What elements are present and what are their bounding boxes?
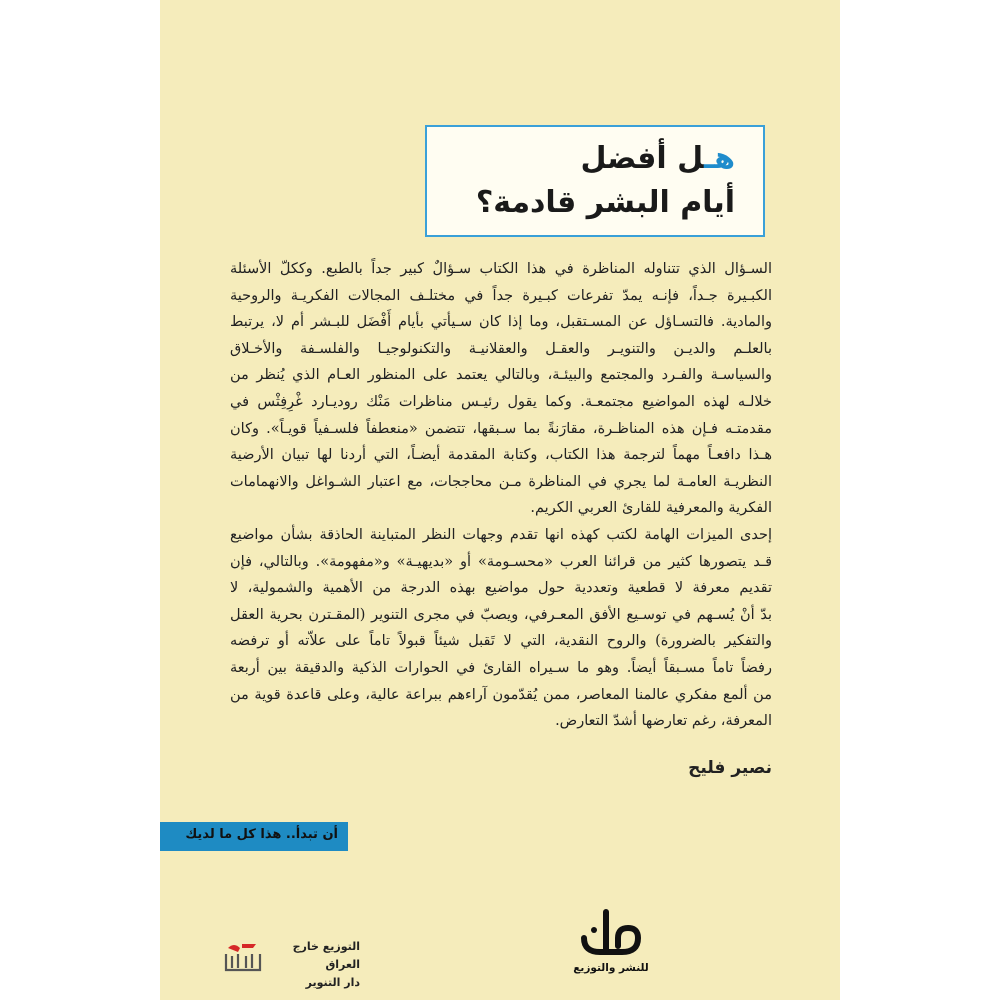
publisher-tagline: للنشر والتوزيع — [573, 962, 649, 974]
blurb-line: والمادية. فالتسـاؤل عن المسـتقبل، وما إذا كان سـيأتي بأيام أَفْضَل للبـشر أم لا، يرتبط — [230, 314, 772, 331]
distribution-info — [270, 938, 360, 992]
blurb-line: مقدمتـه فـإن هذه المناظـرة، مقارَنةً بما سـبقها، تتضمن «منعطفاً فلسـفياً قويـاً». وكان — [230, 420, 772, 437]
tagline-text: أن تبدأ.. هذا كل ما لديك — [185, 827, 338, 842]
title-line-1 — [580, 141, 735, 176]
blurb-line: من ألمع مفكري عالمنا المعاصر، ممن يُقدّمون آراءهم ببراعة عالية، وعلى قاعدة قوية من — [230, 686, 772, 703]
author-name: نصير فليح — [688, 758, 772, 778]
blurb-line: الفكرية والمعرفية للقارئ العربي الكريم. — [530, 500, 772, 517]
blurb-line: هـذا دافعـاً مهماً لترجمة هذا الكتاب، وكتابة المقدمة أيضـاً، التي أردنا لها تبيان الأرضية — [230, 447, 772, 464]
tagline-banner — [160, 822, 348, 851]
blurb-line: والتفكير بالضرورة) والروح النقدية، التي لا تَقبل شيئاً قبولاً تاماً على علاّته أو ترفضه — [230, 633, 772, 650]
title-line-2: أيام البشر قادمة؟ — [475, 185, 735, 220]
tanweer-logo-icon — [222, 940, 264, 974]
distribution-line-2: دار التنوير — [305, 976, 360, 989]
blurb-line: الكبـيرة جـداً، فإنـه يمدّ تفرعات كبـيرة جداً في مختلـف المجالات الفكريـة والروحية — [230, 287, 772, 304]
blurb-line: تقديم معرفة لا قطعية وتعددية حول مواضيع بهذه الدرجة من الأهمية والشمولية، لا — [230, 580, 772, 597]
nabu-publisher-logo-icon — [576, 908, 646, 960]
blurb-line: إحدى الميزات الهامة لكتب كهذه انها تقدم وجهات النظر المتباينة الحاذقة بشأن مواضيع — [230, 526, 772, 543]
title-box — [425, 125, 765, 237]
blurb-line: رفضاً تاماً مسـبقاً أيضاً. وهو ما سـيراه القارئ في الحوارات الذكية والدقيقة بين أربعة — [230, 659, 772, 676]
blurb-text — [230, 256, 772, 735]
blurb-line: خلالـه لهذه المواضيع مجتمعـة. وكما يقول رئيـس مناظرات مَنْك روديـارد غْرِفِثْس في — [230, 393, 772, 410]
distribution-line-1: التوزيع خارج العراق — [292, 940, 360, 971]
title-line-1-text: ل أفضل — [580, 141, 704, 176]
blurb-line: بالعلـم والديـن والتنويـر والعقـل والعقلانيـة والتكنولوجيـا والفلسـفة والأخـلاق — [230, 340, 772, 357]
title-accent-letter: هـ — [703, 141, 735, 176]
blurb-line: بدّ أنْ يُسـهم في توسـيع الأفق المعـرفي، ويصبّ في مجرى التنوير (المقـترن بحرية العقل — [230, 606, 772, 623]
blurb-line: النظريـة العامـة لما يجري في المناظرة مـن محاججات، مع اعتبار الشـواغل والانهمامات — [230, 473, 772, 490]
blurb-line: المعرفة، رغم تعارضها أشدّ التعارض. — [555, 713, 772, 730]
blurb-line: والسياسـة والفـرد والمجتمع والبيئـة، وبالتالي يعتمد على المنظور العـام الذي يُنظر من — [230, 367, 772, 384]
blurb-line: قـد يتصورها كثير من قرائنا العرب «محسـومة» أو «بديهيـة» و«مفهومة». وبالتالي، فإن — [230, 553, 772, 570]
blurb-line: السـؤال الذي تتناوله المناظرة في هذا الكتاب سـؤالٌ كبير جداً بالطبع. وككلّ الأسئلة — [230, 261, 772, 277]
